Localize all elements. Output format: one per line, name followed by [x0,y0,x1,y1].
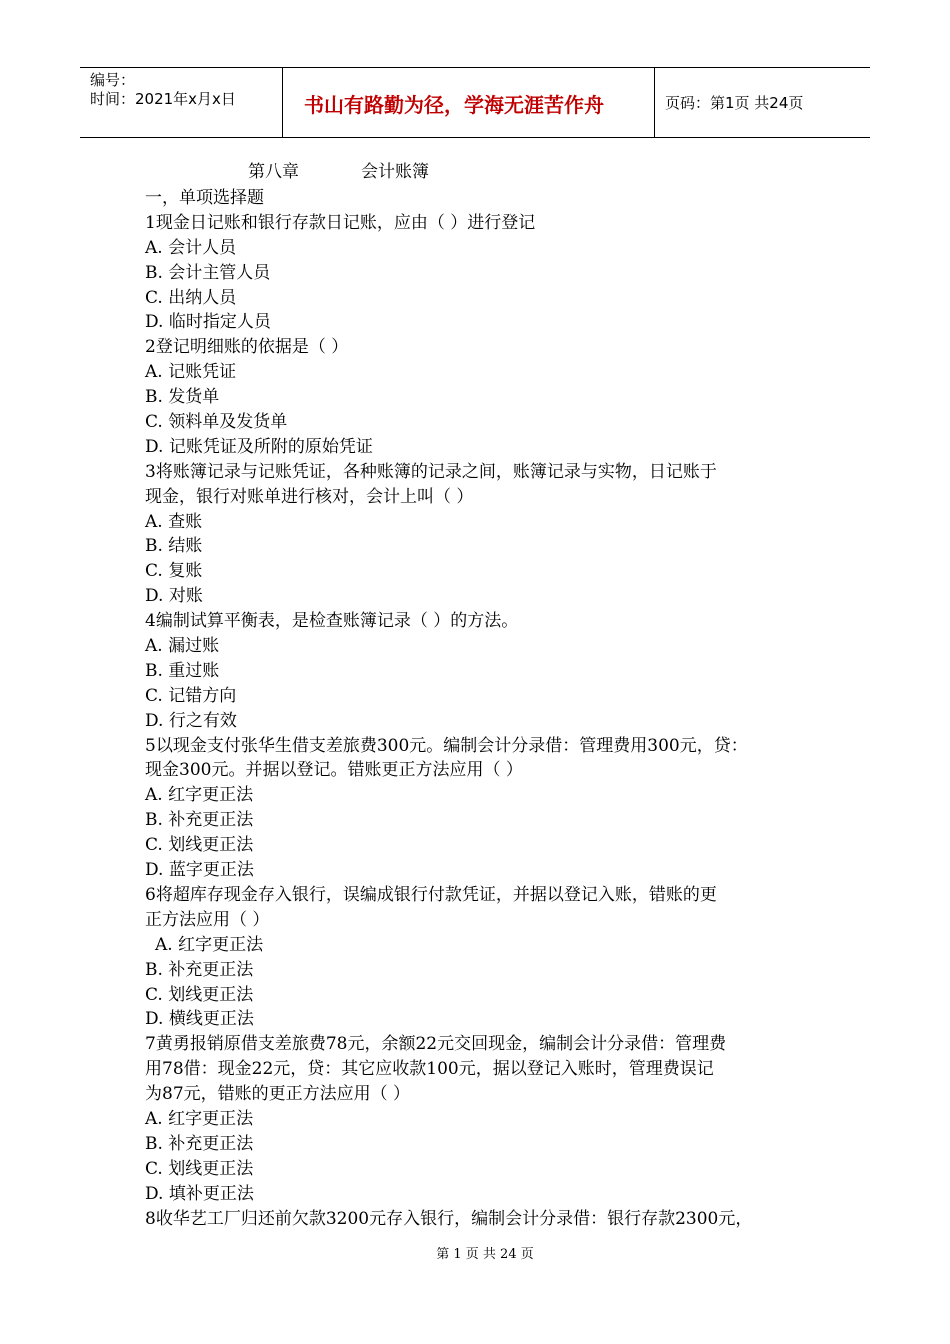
option-line: B. 结账 [145,536,203,557]
option-line: D. 蓝字更正法 [145,860,254,881]
option-line: C. 出纳人员 [145,287,237,308]
header-right-cell [655,68,870,137]
question-line: 用78借：现金22元，贷：其它应收款100元，据以登记入账时，管理费误记 [145,1059,714,1080]
question-line: 6将超库存现金存入银行，误编成银行付款凭证，并据以登记入账，错账的更 [145,884,717,905]
question-line: 4编制试算平衡表，是检查账簿记录（ ）的方法。 [145,611,519,632]
option-line: B. 补充更正法 [145,1133,254,1154]
option-line: B. 重过账 [145,660,220,681]
chapter-number: 第八章 [248,162,299,182]
question-line: 3将账簿记录与记账凭证，各种账簿的记录之间，账簿记录与实物，日记账于 [145,461,717,482]
motto: 书山有路勤为径，学海无涯苦作舟 [304,93,604,117]
option-line: A. 查账 [145,511,203,532]
page-info: 页码：第1页 共24页 [665,94,804,112]
question-line: 现金300元。并据以登记。错账更正方法应用（ ） [145,760,523,781]
option-line: A. 红字更正法 [145,785,254,806]
question-line: 8收华艺工厂归还前欠款3200元存入银行，编制会计分录借：银行存款2300元， [145,1208,753,1229]
option-line: C. 划线更正法 [145,1158,254,1179]
header-left-cell [80,68,283,137]
option-line: A. 红字更正法 [155,934,264,955]
question-line: 现金，银行对账单进行核对，会计上叫（ ） [145,486,474,507]
header-middle-cell [282,68,655,137]
option-line: B. 补充更正法 [145,810,254,831]
question-line: 一，单项选择题 [145,188,264,208]
option-line: C. 记错方向 [145,685,237,706]
page-footer: 第 1 页 共 24 页 [436,1247,534,1262]
option-line: A. 会计人员 [145,237,237,258]
option-line: D. 行之有效 [145,710,237,731]
option-line: D. 横线更正法 [145,1009,254,1030]
option-line: B. 补充更正法 [145,959,254,980]
option-line: B. 发货单 [145,387,220,408]
question-line: 2登记明细账的依据是（ ） [145,337,349,358]
question-line: 1现金日记账和银行存款日记账，应由（ ）进行登记 [145,212,536,233]
option-line: D. 记账凭证及所附的原始凭证 [145,436,373,457]
number-label: 编号： [90,71,136,89]
option-line: A. 漏过账 [145,636,220,657]
option-line: D. 对账 [145,586,203,607]
option-line: C. 划线更正法 [145,984,254,1005]
option-line: D. 临时指定人员 [145,312,271,333]
page-header [80,67,870,138]
question-line: 为87元，错账的更正方法应用（ ） [145,1084,411,1105]
option-line: A. 红字更正法 [145,1108,254,1129]
chapter-heading [248,161,429,183]
chapter-title: 会计账簿 [361,162,429,182]
question-line: 正方法应用（ ） [145,909,270,930]
time-label: 时间：2021年x月x日 [90,90,236,108]
question-line: 7黄勇报销原借支差旅费78元，余额22元交回现金，编制会计分录借：管理费 [145,1034,727,1055]
option-line: C. 复账 [145,561,203,582]
document-body [145,186,825,1231]
option-line: D. 填补更正法 [145,1183,254,1204]
question-line: 5以现金支付张华生借支差旅费300元。编制会计分录借：管理费用300元，贷： [145,735,748,756]
option-line: B. 会计主管人员 [145,262,271,283]
option-line: C. 划线更正法 [145,835,254,856]
option-line: A. 记账凭证 [145,362,237,383]
option-line: C. 领料单及发货单 [145,412,288,433]
